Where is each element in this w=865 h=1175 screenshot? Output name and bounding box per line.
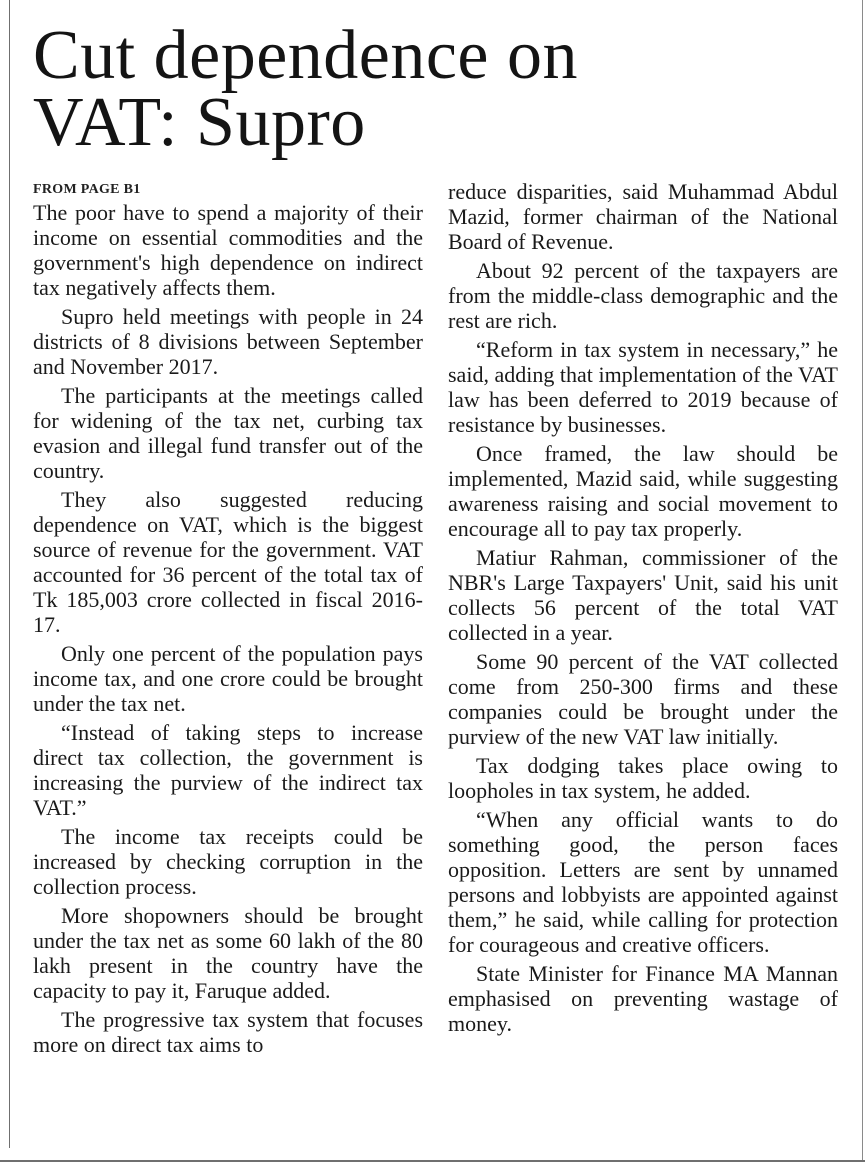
article-column-right [448,179,838,1040]
paragraph: Matiur Rahman, commissioner of the NBR's Large Taxpayers' Unit, said his unit collects 56 percent of the total VAT collected in a year. [448,545,838,645]
paragraph: Only one percent of the population pays income tax, and one crore could be brought under the tax net. [33,641,423,716]
paragraph: The progressive tax system that focuses more on direct tax aims to [33,1007,423,1057]
paragraph: reduce disparities, said Muhammad Abdul Mazid, former chairman of the National Board of Revenue. [448,179,838,254]
continuation-kicker: FROM PAGE B1 [33,182,141,197]
paragraph: “Reform in tax system in necessary,” he said, adding that implementation of the VAT law has been deferred to 2019 because of resistance by businesses. [448,337,838,437]
paragraph: Tax dodging takes place owing to loopholes in tax system, he added. [448,753,838,803]
paragraph: Some 90 percent of the VAT collected come from 250-300 firms and these companies could be brought under the purview of the new VAT law initially. [448,649,838,749]
headline-line-2: VAT: Supro [33,84,366,161]
article-column-left [33,200,423,1061]
right-border-rule [862,0,863,1160]
paragraph: The poor have to spend a majority of their income on essential commodities and the government's high dependence on indirect tax negatively affects them. [33,200,423,300]
paragraph: They also suggested reducing dependence on VAT, which is the biggest source of revenue for the government. VAT accounted for 36 percent of the total tax of Tk 185,003 crore collected in fiscal 2016-17. [33,487,423,637]
paragraph: “Instead of taking steps to increase direct tax collection, the government is increasing the purview of the indirect tax VAT.” [33,720,423,820]
paragraph: More shopowners should be brought under the tax net as some 60 lakh of the 80 lakh present in the country have the capacity to pay it, Faruque added. [33,903,423,1003]
bottom-border-rule [0,1160,865,1162]
paragraph: “When any official wants to do something good, the person faces opposition. Letters are sent by unnamed persons and lobbyists are appointed against them,” he said, while calling for protection for courageous and creative officers. [448,807,838,957]
headline [33,17,833,161]
headline-line-1: Cut dependence on [33,17,578,94]
paragraph: State Minister for Finance MA Mannan emphasised on preventing wastage of money. [448,961,838,1036]
paragraph: About 92 percent of the taxpayers are from the middle-class demographic and the rest are rich. [448,258,838,333]
paragraph: The income tax receipts could be increased by checking corruption in the collection process. [33,824,423,899]
paragraph: Supro held meetings with people in 24 districts of 8 divisions between September and November 2017. [33,304,423,379]
left-border-rule [9,0,10,1148]
paragraph: Once framed, the law should be implemented, Mazid said, while suggesting awareness raising and social movement to encourage all to pay tax properly. [448,441,838,541]
paragraph: The participants at the meetings called for widening of the tax net, curbing tax evasion and illegal fund transfer out of the country. [33,383,423,483]
